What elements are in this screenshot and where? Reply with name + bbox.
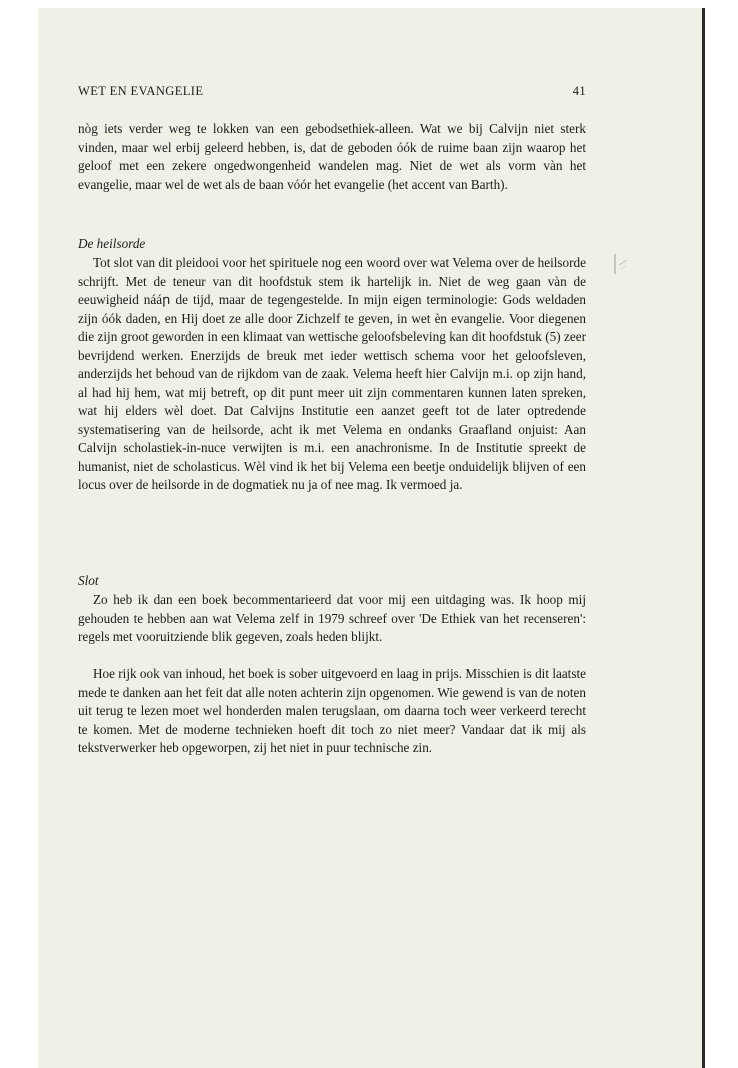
slot-heading-block [78,572,99,591]
running-head [78,82,586,100]
heilsorde-heading-block [78,235,145,254]
intro-paragraph: nòg iets verder weg te lokken van een gebodsethiek-alleen. Wat we bij Calvijn niet sterk vinden, maar wel erbij geleerd hebben, is, dat de geboden óók de ruime baan zijn waarop het geloof met een zekere ongedwongenheid wandelen mag. Niet de wet als vorm vàn het evangelie, maar wel de wet als de baan vóór het evangelie (het accent van Barth). [78,121,586,192]
slot-paragraph-2-block [78,665,586,758]
intro-paragraph-block [78,120,586,194]
heilsorde-paragraph-block [78,254,586,495]
page-edge-shadow [702,8,705,1068]
running-head-title: WET EN EVANGELIE [78,84,204,98]
section-heading-slot: Slot [78,573,99,588]
section-heading-heilsorde: De heilsorde [78,236,146,251]
heilsorde-paragraph: Tot slot van dit pleidooi voor het spirituele nog een woord over wat Velema over de heilsorde schrijft. Met de teneur van dit hoofdstuk stem ik hartelijk in. Niet de weg gaan vàn de eeuwigheid nááր de tijd, maar de tegengestelde. In mijn eigen terminologie: Gods weldaden zijn óók daden, en Hij doet ze alle door Zichzelf te geven, in wet èn evangelie. Voor diegenen die zijn groot geworden in een klimaat van wettische geloofsbeleving kan dit hoofdstuk (5) zeer bevrijdend werken. Enerzijds de breuk met ieder wettisch schema voor het geloofsleven, anderzijds het behoud van de rijkdom van de zaak. Velema heeft hier Calvijn m.i. op zijn hand, al had hij hem, wat mij betreft, op dit punt meer uit zijn commentaren kunnen laten spreken, wat hij elders wèl doet. Dat Calvijns Institutie een aanzet geeft tot de later optredende systematisering van de heilsorde, acht ik met Velema en ondanks Graafland onjuist: Aan Calvijn scholastiek-in-nuce verwijten is m.i. een anachronisme. In de Institutie spreekt de humanist, niet de scholasticus. Wèl vind ik het bij Velema een beetje onduidelijk blijven of een locus over de heilsorde in de dogmatiek nu ja of nee mag. Ik vermoed ja. [78,255,586,492]
page-number: 41 [572,84,586,98]
margin-scan-mark [613,252,629,276]
slot-paragraph-2: Hoe rijk ook van inhoud, het boek is sober uitgevoerd en laag in prijs. Misschien is dit laatste mede te danken aan het feit dat alle noten achterin zijn opgenomen. Wie gewend is van de noten uit terug te lezen moet wel honderden malen terugslaan, om daarna toch weer verkeerd terecht te komen. Met de moderne technieken hoeft dit toch zo niet meer? Vandaar dat ik mij als tekstverwerker heb opgeworpen, zij het niet in puur technische zin. [78,666,586,755]
slot-paragraph-1-block [78,591,586,647]
slot-paragraph-1: Zo heb ik dan een boek becommentarieerd dat voor mij een uitdaging was. Ik hoop mij gehouden te hebben aan wat Velema zelf in 1979 schreef over 'De Ethiek van het recenseren': regels met vooruitziende blik gegeven, zoals heden blijkt. [78,592,586,644]
